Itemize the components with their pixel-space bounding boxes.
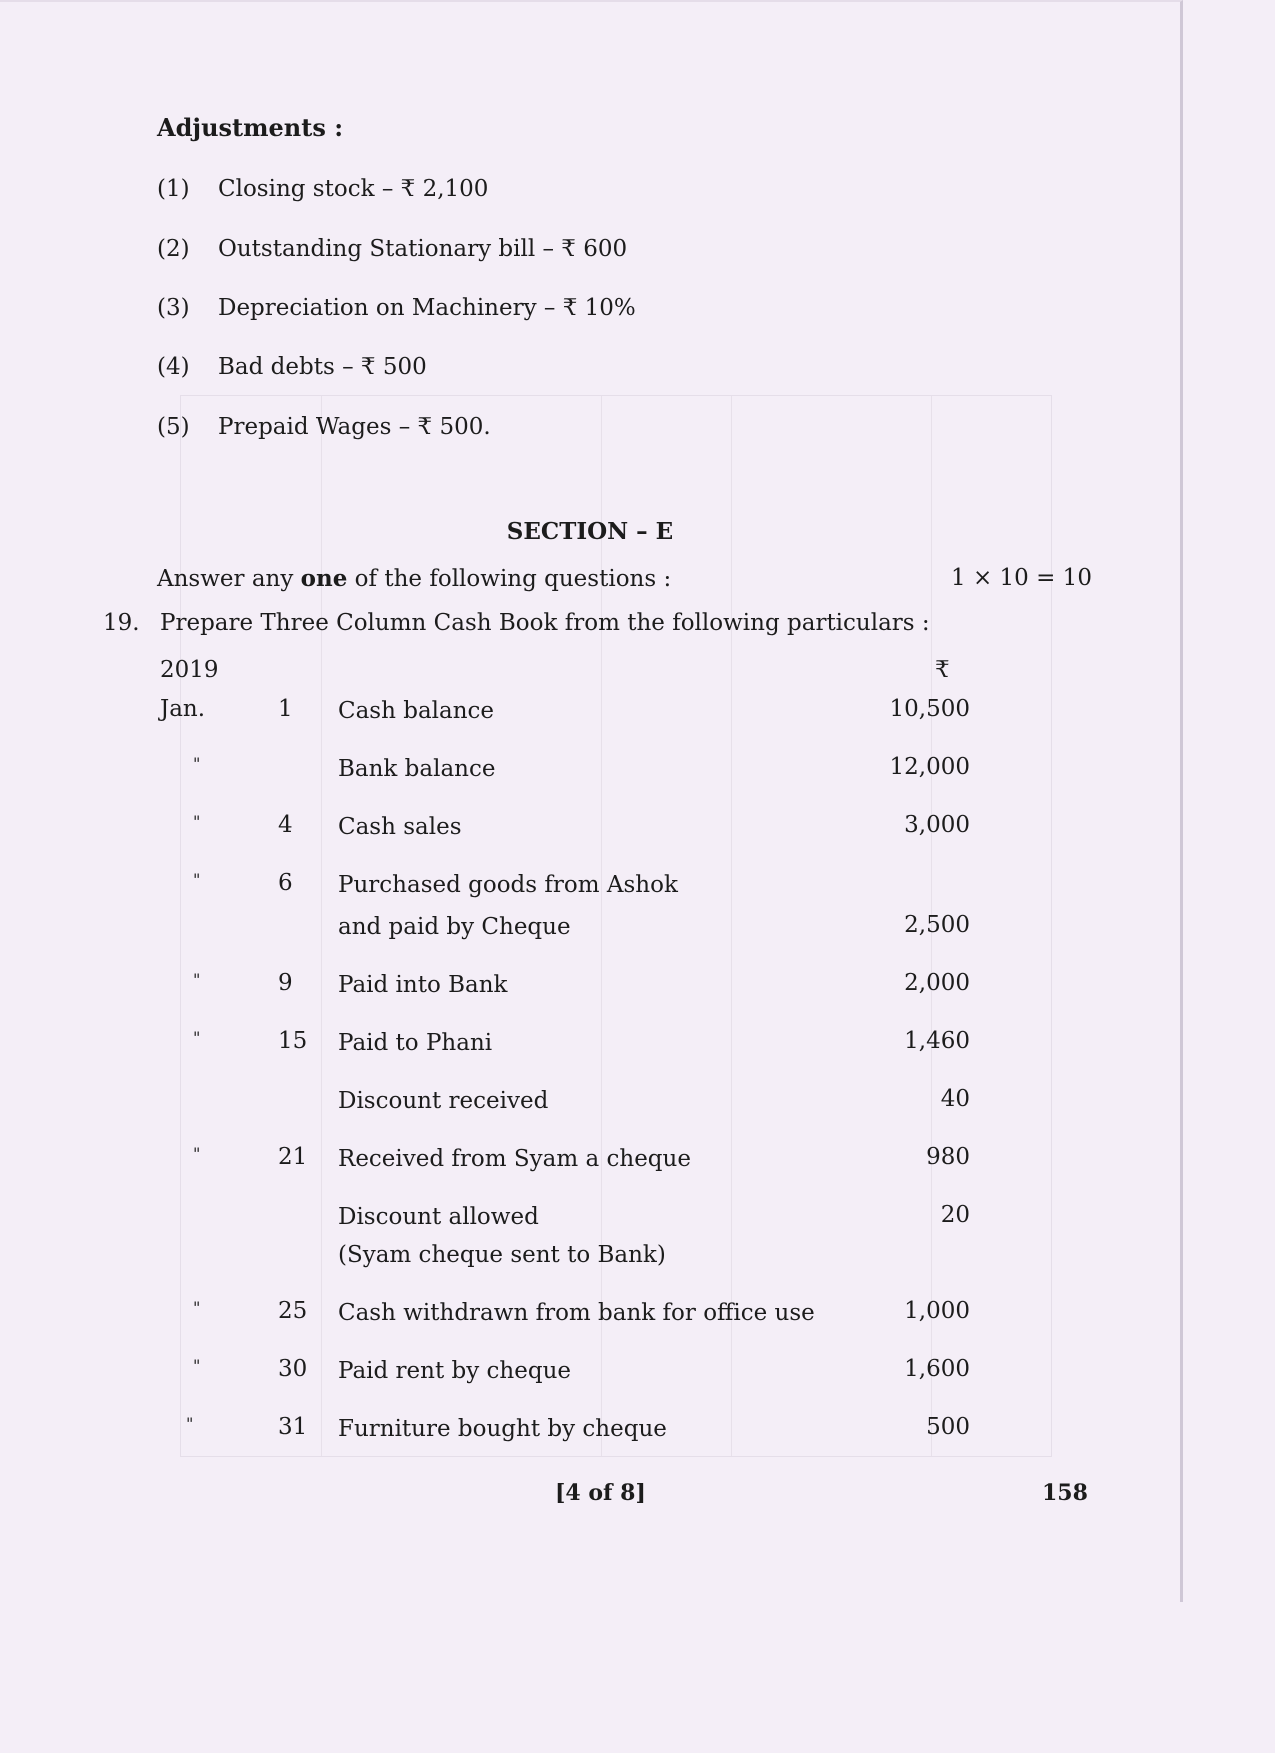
entry-particular-continued: and paid by Cheque [338, 914, 571, 940]
entry-particular: Cash sales [338, 814, 462, 840]
entry-particular: Paid into Bank [338, 972, 508, 998]
entry-date: 31 [278, 1414, 308, 1440]
adjustment-number: (3) [157, 295, 190, 321]
entry-date: 1 [278, 696, 293, 722]
adjustment-text: Depreciation on Machinery – ₹ 10% [218, 295, 636, 321]
entry-month-ditto: " [193, 1356, 201, 1375]
entry-amount: 1,460 [904, 1028, 970, 1054]
adjustment-number: (4) [157, 354, 190, 380]
adjustment-number: (2) [157, 236, 190, 262]
entry-month-ditto: " [193, 870, 201, 889]
entry-date: 21 [278, 1144, 308, 1170]
entry-amount: 40 [940, 1086, 970, 1112]
instruction-post: of the following questions : [347, 566, 672, 592]
entry-amount: 2,000 [904, 970, 970, 996]
entry-particular: Received from Syam a cheque [338, 1146, 691, 1172]
entry-month-ditto: " [193, 1028, 201, 1047]
entry-amount: 500 [926, 1414, 970, 1440]
entry-particular: Bank balance [338, 756, 496, 782]
entry-date: 6 [278, 870, 293, 896]
entry-amount: 3,000 [904, 812, 970, 838]
page-number: [4 of 8] [555, 1480, 646, 1506]
entry-month-ditto: " [193, 1144, 201, 1163]
entry-date: 25 [278, 1298, 308, 1324]
question-number: 19. [103, 610, 140, 636]
paper-code: 158 [1042, 1480, 1088, 1506]
entry-date: 9 [278, 970, 293, 996]
entry-date: 30 [278, 1356, 308, 1382]
section-title: SECTION – E [506, 518, 674, 545]
year-label: 2019 [160, 657, 219, 683]
entry-date: 4 [278, 812, 293, 838]
entry-amount: 20 [940, 1202, 970, 1228]
adjustment-text: Outstanding Stationary bill – ₹ 600 [218, 236, 628, 262]
adjustment-text: Bad debts – ₹ 500 [218, 354, 427, 380]
entry-particular: Cash balance [338, 698, 495, 724]
entry-particular: Discount received [338, 1088, 549, 1114]
entry-amount: 1,600 [904, 1356, 970, 1382]
entry-amount: 1,000 [904, 1298, 970, 1324]
entry-particular: Discount allowed [338, 1204, 539, 1230]
entry-particular: Purchased goods from Ashok [338, 872, 678, 898]
entry-date: 15 [278, 1028, 308, 1054]
entry-month-ditto: " [193, 1298, 201, 1317]
instruction-pre: Answer any [157, 566, 301, 592]
adjustment-text: Prepaid Wages – ₹ 500. [218, 414, 491, 440]
entry-amount: 10,500 [889, 696, 970, 722]
entry-particular: Cash withdrawn from bank for office use [338, 1300, 815, 1326]
entry-amount: 12,000 [889, 754, 970, 780]
entry-amount: 980 [926, 1144, 970, 1170]
entry-particular: Furniture bought by cheque [338, 1416, 667, 1442]
entry-month-ditto: " [193, 754, 201, 773]
adjustments-title: Adjustments : [157, 113, 344, 142]
entry-particular: Paid rent by cheque [338, 1358, 571, 1384]
entry-month-ditto: " [193, 970, 201, 989]
entry-amount: 2,500 [904, 912, 970, 938]
adjustment-text: Closing stock – ₹ 2,100 [218, 176, 489, 202]
entry-particular: Paid to Phani [338, 1030, 493, 1056]
section-instruction [157, 565, 671, 592]
section-marks: 1 × 10 = 10 [951, 565, 1092, 591]
entry-month-ditto: " [193, 812, 201, 831]
rupee-column-header: ₹ [935, 657, 950, 683]
adjustment-number: (5) [157, 414, 190, 440]
instruction-bold: one [300, 565, 348, 592]
entry-month: Jan. [160, 696, 206, 722]
entry-particular-continued: (Syam cheque sent to Bank) [338, 1242, 666, 1268]
entry-month-ditto: " [186, 1414, 194, 1433]
question-text: Prepare Three Column Cash Book from the following particulars : [160, 610, 930, 636]
adjustment-number: (1) [157, 176, 190, 202]
